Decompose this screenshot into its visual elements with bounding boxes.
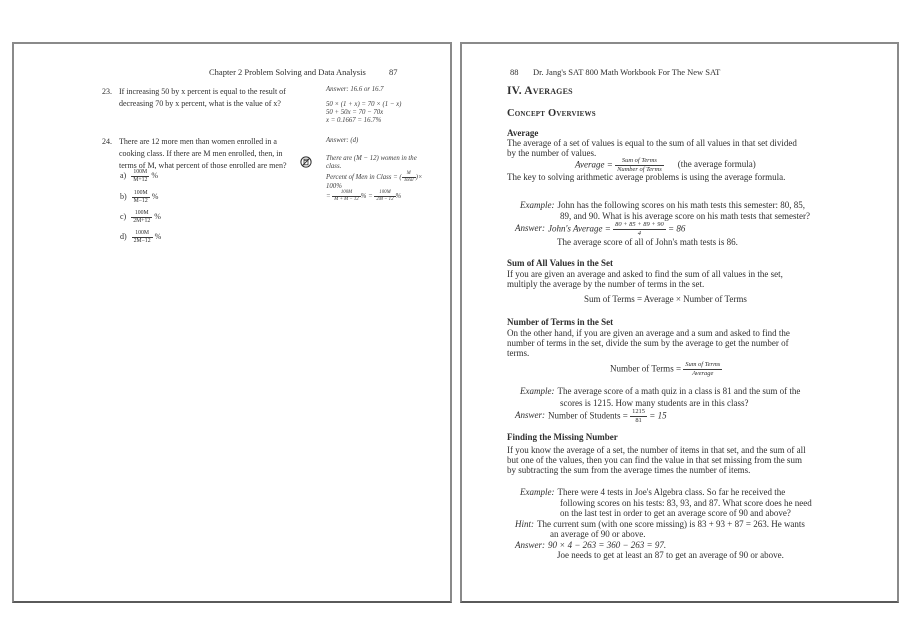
option-a-label: a) (120, 171, 127, 181)
example3-answer-line1: Answer: 90 × 4 − 263 = 360 − 263 = 97. (515, 540, 667, 550)
example2-line1: Example: The average score of a math quiz in a class is 81 and the sum of the (520, 386, 801, 396)
option-d-label: d) (120, 232, 127, 242)
sum-section-title: Sum of All Values in the Set (507, 258, 614, 268)
q24-formula-line2: 100% (326, 183, 342, 190)
left-running-header: Chapter 2 Problem Solving and Data Analysis (209, 67, 366, 77)
q23-line1: If increasing 50 by x percent is equal to the result of (119, 87, 286, 96)
terms-formula: Number of Terms = $\frac{\text{Sum of Terms}}{\text{Average}}$ (610, 361, 721, 377)
q23-work-line1: 50 × (1 + x) = 70 × (1 − x) (326, 101, 402, 108)
result-fraction-2: $\frac{100M}{2M - 12}$ (376, 190, 394, 202)
example1-note: The average score of all of John's math tests is 86. (557, 237, 738, 247)
example3-line1: Example: There were 4 tests in Joe's Algebra class. So far he received the (520, 487, 786, 497)
example1-answer-fraction: $\frac{80 + 85 + 89 + 90}{4}$ (615, 221, 664, 237)
example2-answer-fraction: $\frac{1215}{81}$ (632, 408, 646, 424)
terms-line1: On the other hand, if you are given an average and a sum and asked to find the (507, 328, 790, 338)
example3-hint-line1: Hint: The current sum (with one score missing) is 83 + 93 + 87 = 263. He wants (515, 519, 805, 529)
average-formula: Average = $\frac{\text{Sum of Terms}}{\text{Number of Terms}}$ (the average formula) (575, 157, 756, 173)
example1-line2: 89, and 90. What is his average score on his math tests that semester? (560, 211, 811, 221)
average-title: Average (507, 128, 539, 138)
q23-number: 23. (102, 87, 112, 96)
q24-expl-line1: There are (M − 12) women in the (326, 155, 417, 162)
option-b-label: b) (120, 192, 127, 202)
missing-section-title: Finding the Missing Number (507, 432, 618, 442)
right-page-number: 88 (510, 67, 519, 77)
average-line1: The average of a set of values is equal to the sum of all values in that set divided (507, 138, 797, 148)
q24-option-c: c) $\frac{100M}{2M+12}$ % (120, 210, 161, 224)
section-title-averages: IV. Averages (507, 85, 573, 97)
missing-line2: but one of the values, then you can find the value in that set missing from the sum (507, 455, 802, 465)
q24-result-line: = $\frac{100M}{M + M - 12}$ % = $\frac{100M}{2M - 12}$ % (326, 190, 402, 202)
left-page-number: 87 (389, 67, 398, 77)
example3-line2: following scores on his tests: 83, 93, and 87. What score does he need (560, 498, 812, 508)
q24-line3: terms of M, what percent of those enrolled are men? (119, 161, 287, 170)
no-calculator-icon (300, 156, 312, 168)
right-page (460, 42, 899, 603)
q23-line2: decreasing 70 by x percent, what is the value of x? (119, 99, 281, 108)
terms-line3: terms. (507, 348, 530, 358)
missing-line3: by subtracting the sum from the average times the number of items. (507, 465, 751, 475)
sum-line1: If you are given an average and asked to find the sum of all values in the set, (507, 269, 783, 279)
example3-line3: on the last test in order to get an average score of 90 and above? (560, 508, 791, 518)
option-d-fraction: $\frac{100M}{2M-12}$ (133, 230, 151, 244)
sum-line2: multiply the average by the number of terms in the set. (507, 279, 705, 289)
example3-answer-line2: Joe needs to get at least an 87 to get an average of 90 or above. (557, 550, 784, 560)
q24-line1: There are 12 more men than women enrolled in a (119, 137, 277, 146)
missing-line1: If you know the average of a set, the number of items in that set, and the sum of all (507, 445, 806, 455)
option-c-label: c) (120, 212, 127, 222)
q24-option-b: b) $\frac{100M}{M-12}$ % (120, 190, 159, 204)
example1-answer: Answer: John's Average = $\frac{80 + 85 + 89 + 90}{4}$ = 86 (515, 221, 686, 237)
example2-line2: scores is 1215. How many students are in this class? (560, 398, 749, 408)
men-total-fraction: $\frac{M}{\text{Total}}$ (403, 171, 414, 183)
q23-answer-label: Answer: 16.6 or 16.7 (326, 86, 384, 93)
q24-expl-line2: class. (326, 163, 342, 170)
average-formula-fraction: $\frac{\text{Sum of Terms}}{\text{Number of Terms}}$ (617, 157, 662, 173)
q24-option-d: d) $\frac{100M}{2M-12}$ % (120, 230, 162, 244)
q24-answer-label: Answer: (d) (326, 137, 359, 144)
terms-formula-fraction: $\frac{\text{Sum of Terms}}{\text{Average}}$ (685, 361, 721, 377)
terms-section-title: Number of Terms in the Set (507, 317, 614, 327)
q23-work-line3: x = 0.1667 = 16.7% (326, 117, 382, 124)
option-c-fraction: $\frac{100M}{2M+12}$ (133, 210, 151, 224)
left-page (12, 42, 452, 603)
option-a-fraction: $\frac{100M}{M+12}$ (133, 169, 148, 183)
example3-hint-line2: an average of 90 or above. (550, 529, 646, 539)
average-key-line: The key to solving arithmetic average problems is using the average formula. (507, 172, 786, 182)
subsection-title-concept-overviews: Concept Overviews (507, 108, 596, 119)
terms-line2: number of terms in the set, divide the sum by the average to get the number of (507, 338, 789, 348)
q23-work-line2: 50 + 50x = 70 − 70x (326, 109, 384, 116)
q24-formula-line1: Percent of Men in Class = ( $\frac{M}{\text{Total}}$ )× (326, 171, 423, 183)
result-fraction-1: $\frac{100M}{M + M - 12}$ (334, 190, 359, 202)
average-line2: by the number of values. (507, 148, 597, 158)
right-running-header: Dr. Jang's SAT 800 Math Workbook For The New SAT (533, 67, 721, 77)
example2-answer: Answer: Number of Students = $\frac{1215}{81}$ = 15 (515, 408, 667, 424)
q24-line2: cooking class. If there are M men enrolled, then, in (119, 149, 283, 158)
q24-option-a: a) $\frac{100M}{M+12}$ % (120, 169, 158, 183)
option-b-fraction: $\frac{100M}{M-12}$ (133, 190, 148, 204)
example1-line1: Example: John has the following scores on his math tests this semester: 80, 85, (520, 200, 805, 210)
sum-formula: Sum of Terms = Average × Number of Terms (584, 294, 747, 304)
q24-number: 24. (102, 137, 112, 146)
